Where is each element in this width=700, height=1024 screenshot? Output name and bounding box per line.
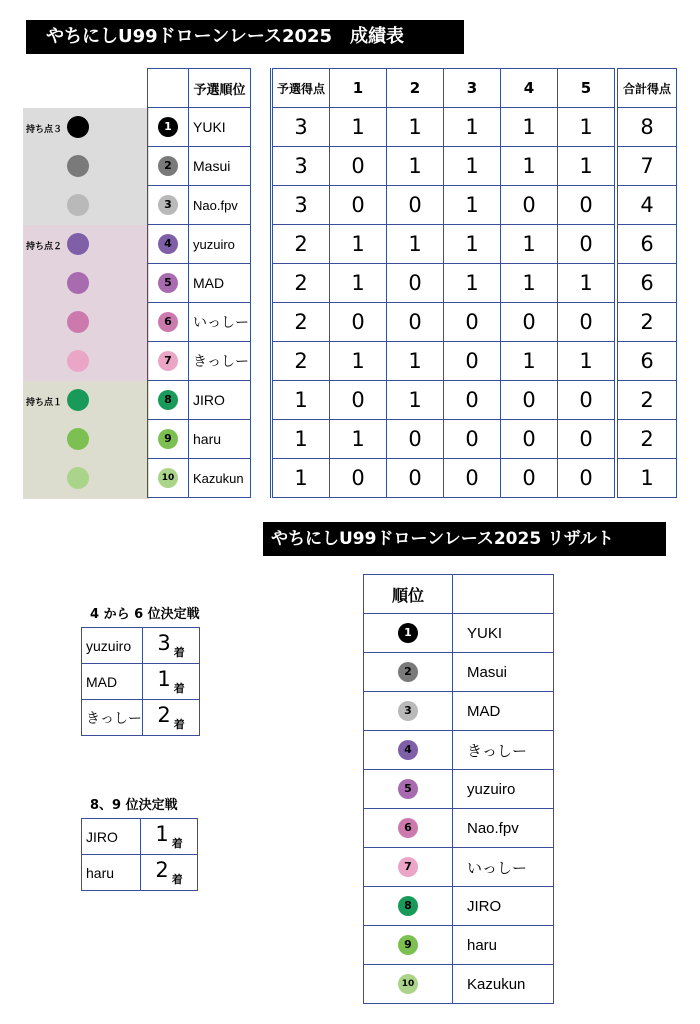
playoff-place-suffix: 着	[171, 837, 183, 850]
result-rank-cell	[364, 653, 453, 692]
table-row	[272, 186, 677, 225]
score-cell: 3	[272, 108, 330, 147]
score-cell: 1	[387, 342, 444, 381]
table-row	[82, 664, 200, 700]
score-cell: 0	[330, 459, 387, 498]
score-cell: 0	[387, 186, 444, 225]
qual-name-cell: yuzuiro	[189, 225, 251, 264]
table-row	[148, 420, 251, 459]
score-cell: 1	[444, 225, 501, 264]
playoff-place-cell	[143, 664, 200, 700]
result-name-cell: yuzuiro	[453, 770, 554, 809]
playoff-name-cell: yuzuiro	[82, 628, 143, 664]
result-rank-cell	[364, 887, 453, 926]
score-cell: 1	[330, 342, 387, 381]
table-row	[82, 855, 198, 891]
score-cell: 6	[616, 264, 677, 303]
playoff-place-cell	[143, 700, 200, 736]
player-color-circle	[67, 194, 89, 216]
score-cell: 0	[501, 381, 558, 420]
table-row	[364, 965, 554, 1004]
table-row	[148, 147, 251, 186]
table-row	[82, 700, 200, 736]
table-row	[148, 108, 251, 147]
playoff-name-cell: MAD	[82, 664, 143, 700]
rank-badge-icon: 5	[398, 779, 418, 799]
result-title: やちにしU99ドローンレース2025 リザルト	[263, 522, 666, 556]
score-header-cell: 3	[444, 69, 501, 108]
table-row	[148, 186, 251, 225]
playoff-place-number: 1	[155, 822, 169, 846]
page-title: やちにしU99ドローンレース2025 成績表	[26, 20, 464, 54]
qual-name-cell: haru	[189, 420, 251, 459]
score-cell: 1	[444, 108, 501, 147]
score-cell: 1	[444, 264, 501, 303]
score-cell: 0	[558, 381, 617, 420]
table-row	[148, 225, 251, 264]
score-cell: 2	[272, 342, 330, 381]
score-cell: 0	[330, 186, 387, 225]
qual-rank-cell	[148, 186, 189, 225]
table-row	[364, 731, 554, 770]
table-row	[364, 809, 554, 848]
result-rank-cell	[364, 770, 453, 809]
rank-badge-icon: 8	[398, 896, 418, 916]
playoff-8-9-title: 8、9 位決定戦	[90, 798, 178, 813]
playoff-place-suffix: 着	[173, 646, 185, 659]
score-cell: 0	[501, 420, 558, 459]
score-cell: 0	[558, 186, 617, 225]
result-name-cell: きっしー	[453, 731, 554, 770]
table-row	[364, 770, 554, 809]
rank-badge-icon: 1	[398, 623, 418, 643]
score-cell: 6	[616, 342, 677, 381]
playoff-place-suffix: 着	[173, 718, 185, 731]
score-cell: 3	[272, 147, 330, 186]
result-rank-cell	[364, 848, 453, 887]
result-name-cell: YUKI	[453, 614, 554, 653]
playoff-place-cell	[141, 855, 198, 891]
table-row	[272, 342, 677, 381]
score-header-cell: 合計得点	[616, 69, 677, 108]
score-cell: 1	[330, 420, 387, 459]
score-cell: 0	[444, 342, 501, 381]
result-rank-cell	[364, 614, 453, 653]
qual-name-cell: Kazukun	[189, 459, 251, 498]
score-header-cell: 4	[501, 69, 558, 108]
qual-rank-cell	[148, 225, 189, 264]
score-cell: 1	[330, 225, 387, 264]
score-cell: 0	[444, 459, 501, 498]
rank-badge-icon: 6	[398, 818, 418, 838]
table-row	[272, 420, 677, 459]
score-cell: 8	[616, 108, 677, 147]
result-name-cell: haru	[453, 926, 554, 965]
score-cell: 0	[330, 147, 387, 186]
rank-badge-icon: 3	[158, 195, 178, 215]
score-cell: 3	[272, 186, 330, 225]
playoff-8-9-table	[81, 818, 198, 891]
qual-name-cell: Nao.fpv	[189, 186, 251, 225]
table-row	[148, 459, 251, 498]
score-cell: 1	[501, 225, 558, 264]
qual-rank-cell	[148, 459, 189, 498]
playoff-place-cell	[143, 628, 200, 664]
playoff-place-suffix: 着	[171, 873, 183, 886]
playoff-name-cell: きっしー	[82, 700, 143, 736]
score-cell: 1	[501, 147, 558, 186]
score-cell: 0	[501, 186, 558, 225]
score-cell: 1	[387, 147, 444, 186]
rank-badge-icon: 10	[158, 468, 178, 488]
qual-rank-cell	[148, 420, 189, 459]
rank-badge-icon: 4	[398, 740, 418, 760]
rank-badge-icon: 2	[398, 662, 418, 682]
qual-rank-cell	[148, 303, 189, 342]
score-cell: 1	[330, 108, 387, 147]
score-cell: 0	[387, 459, 444, 498]
score-cell: 1	[558, 342, 617, 381]
score-cell: 0	[558, 420, 617, 459]
playoff-place-number: 3	[157, 631, 171, 655]
table-row	[148, 303, 251, 342]
result-rank-cell	[364, 809, 453, 848]
score-cell: 0	[501, 303, 558, 342]
rank-badge-icon: 5	[158, 273, 178, 293]
score-table	[270, 68, 677, 498]
result-name-cell: Masui	[453, 653, 554, 692]
score-cell: 1	[272, 381, 330, 420]
score-cell: 7	[616, 147, 677, 186]
score-cell: 1	[501, 342, 558, 381]
table-row	[364, 614, 554, 653]
score-cell: 0	[387, 264, 444, 303]
player-color-circle	[67, 389, 89, 411]
score-cell: 2	[272, 303, 330, 342]
table-row	[272, 147, 677, 186]
qual-rank-cell	[148, 147, 189, 186]
result-name-cell: MAD	[453, 692, 554, 731]
tier3-label: 持ち点３	[26, 125, 63, 135]
score-cell: 0	[387, 303, 444, 342]
score-cell: 1	[387, 381, 444, 420]
score-cell: 1	[501, 108, 558, 147]
score-cell: 1	[616, 459, 677, 498]
result-rank-cell	[364, 965, 453, 1004]
result-name-cell: Nao.fpv	[453, 809, 554, 848]
table-row	[272, 108, 677, 147]
qualifying-rank-table	[147, 68, 251, 498]
score-cell: 1	[501, 264, 558, 303]
score-cell: 1	[558, 147, 617, 186]
playoff-place-number: 2	[155, 858, 169, 882]
player-color-circle	[67, 428, 89, 450]
score-cell: 1	[272, 459, 330, 498]
playoff-4-6-table	[81, 627, 200, 736]
playoff-4-6-title: 4 から 6 位決定戦	[90, 607, 200, 622]
rank-badge-icon: 7	[158, 351, 178, 371]
score-cell: 1	[444, 186, 501, 225]
table-row	[272, 459, 677, 498]
score-cell: 1	[330, 264, 387, 303]
table-row	[364, 887, 554, 926]
table-row	[82, 628, 200, 664]
player-color-circle	[67, 155, 89, 177]
playoff-place-number: 1	[157, 667, 171, 691]
table-row	[272, 303, 677, 342]
score-cell: 1	[558, 108, 617, 147]
result-rank-cell	[364, 692, 453, 731]
rank-badge-icon: 9	[158, 429, 178, 449]
table-row	[364, 848, 554, 887]
rank-badge-icon: 9	[398, 935, 418, 955]
score-cell: 0	[444, 303, 501, 342]
score-cell: 2	[616, 303, 677, 342]
rank-badge-icon: 10	[398, 974, 418, 994]
score-cell: 1	[387, 225, 444, 264]
tier1-label: 持ち点１	[26, 398, 63, 408]
score-cell: 1	[558, 264, 617, 303]
qual-rank-header-blank	[148, 69, 189, 108]
table-row	[272, 381, 677, 420]
player-color-circle	[67, 350, 89, 372]
score-cell: 0	[558, 459, 617, 498]
table-row	[272, 225, 677, 264]
score-cell: 2	[616, 381, 677, 420]
result-name-cell: Kazukun	[453, 965, 554, 1004]
score-cell: 1	[444, 147, 501, 186]
table-row	[148, 342, 251, 381]
player-color-circle	[67, 311, 89, 333]
score-header-cell: 予選得点	[272, 69, 330, 108]
result-name-cell: いっしー	[453, 848, 554, 887]
score-cell: 1	[272, 420, 330, 459]
score-cell: 0	[558, 303, 617, 342]
qual-rank-header: 予選順位	[189, 69, 251, 108]
score-cell: 2	[272, 225, 330, 264]
score-cell: 0	[330, 303, 387, 342]
player-color-circle	[67, 272, 89, 294]
score-cell: 6	[616, 225, 677, 264]
rank-badge-icon: 4	[158, 234, 178, 254]
qual-name-cell: いっしー	[189, 303, 251, 342]
qual-rank-cell	[148, 381, 189, 420]
playoff-place-suffix: 着	[173, 682, 185, 695]
result-rank-cell	[364, 926, 453, 965]
result-rank-header: 順位	[364, 575, 453, 614]
qual-rank-cell	[148, 264, 189, 303]
result-rank-cell	[364, 731, 453, 770]
table-row	[272, 264, 677, 303]
qual-name-cell: YUKI	[189, 108, 251, 147]
player-color-circle	[67, 233, 89, 255]
qual-name-cell: きっしー	[189, 342, 251, 381]
table-row	[364, 692, 554, 731]
qual-name-cell: Masui	[189, 147, 251, 186]
score-cell: 0	[501, 459, 558, 498]
score-cell: 2	[272, 264, 330, 303]
player-color-circle	[67, 467, 89, 489]
score-cell: 2	[616, 420, 677, 459]
score-header-cell: 1	[330, 69, 387, 108]
result-name-header	[453, 575, 554, 614]
rank-badge-icon: 2	[158, 156, 178, 176]
score-header-cell: 5	[558, 69, 617, 108]
rank-badge-icon: 3	[398, 701, 418, 721]
score-cell: 0	[330, 381, 387, 420]
qual-rank-cell	[148, 342, 189, 381]
score-header-cell: 2	[387, 69, 444, 108]
tier2-label: 持ち点２	[26, 242, 63, 252]
table-row	[364, 926, 554, 965]
score-cell: 0	[558, 225, 617, 264]
playoff-name-cell: JIRO	[82, 819, 141, 855]
table-row	[364, 653, 554, 692]
final-result-table	[363, 574, 554, 1004]
player-color-circle	[67, 116, 89, 138]
qual-name-cell: JIRO	[189, 381, 251, 420]
rank-badge-icon: 8	[158, 390, 178, 410]
playoff-name-cell: haru	[82, 855, 141, 891]
score-cell: 4	[616, 186, 677, 225]
rank-badge-icon: 7	[398, 857, 418, 877]
table-row	[148, 264, 251, 303]
qual-rank-cell	[148, 108, 189, 147]
score-cell: 0	[444, 381, 501, 420]
table-row	[82, 819, 198, 855]
score-cell: 1	[387, 108, 444, 147]
rank-badge-icon: 1	[158, 117, 178, 137]
playoff-place-number: 2	[157, 703, 171, 727]
score-cell: 0	[387, 420, 444, 459]
playoff-place-cell	[141, 819, 198, 855]
qual-name-cell: MAD	[189, 264, 251, 303]
rank-badge-icon: 6	[158, 312, 178, 332]
score-cell: 0	[444, 420, 501, 459]
table-row	[148, 381, 251, 420]
result-name-cell: JIRO	[453, 887, 554, 926]
